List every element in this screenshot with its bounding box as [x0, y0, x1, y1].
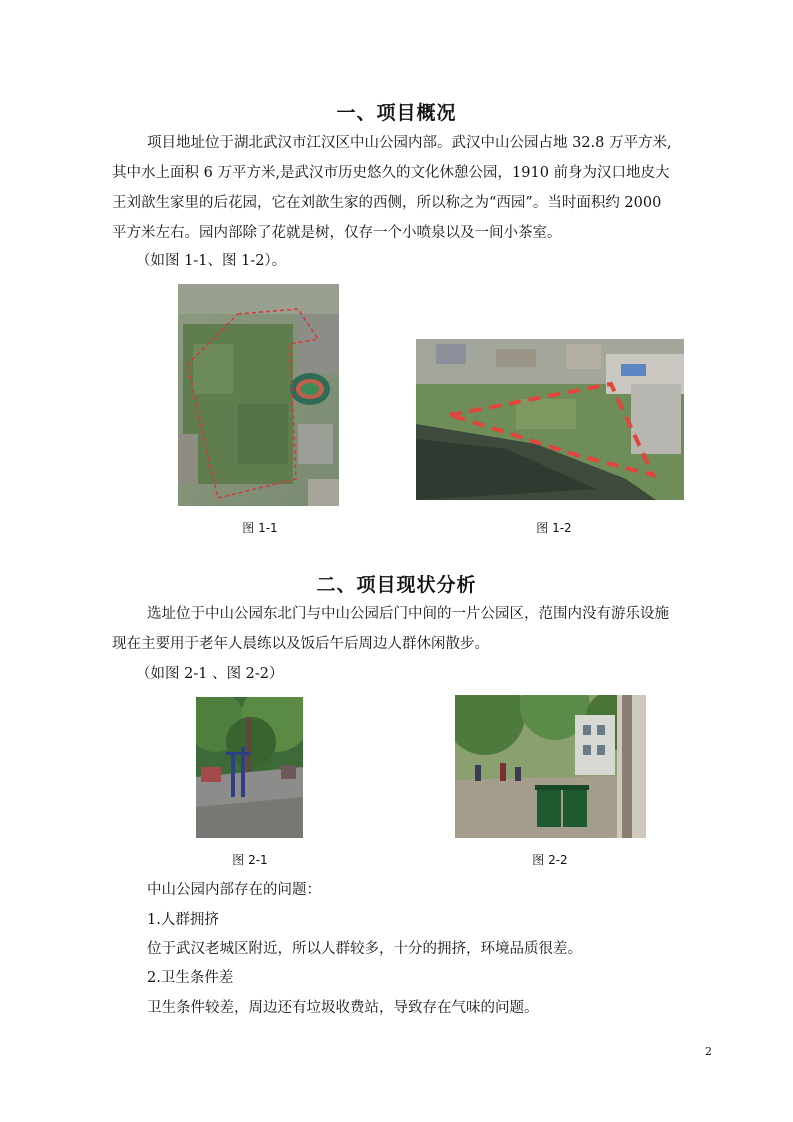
section2-heading: 二、项目现状分析 [316, 574, 477, 596]
section1-paragraph [112, 128, 722, 288]
figure-2-2-photo [455, 695, 646, 838]
paragraph-line: 项目地址位于湖北武汉市江汉区中山公园内部。武汉中山公园占地 32.8 万平方米, [147, 135, 672, 151]
paragraph-line: 其中水上面积 6 万平方米,是武汉市历史悠久的文化休憩公园，1910 前身为汉口地皮大 [112, 165, 670, 181]
figure-1-1-aerial-image [178, 284, 339, 506]
paragraph-line: （如图 1-1、图 1-2）。 [136, 253, 287, 269]
problem-2-text: 卫生条件较差，周边还有垃圾收费站，导致存在气味的问题。 [147, 1000, 539, 1016]
section1-heading: 一、项目概况 [336, 102, 457, 124]
figure-1-2-caption: 图 1-2 [536, 521, 572, 535]
figure-2-2-caption: 图 2-2 [532, 853, 568, 867]
problem-1-text: 位于武汉老城区附近，所以人群较多，十分的拥挤，环境品质很差。 [147, 941, 582, 957]
paragraph-line: 现在主要用于老年人晨练以及饭后午后周边人群休闲散步。 [112, 636, 489, 652]
problem-2-title: 2.卫生条件差 [147, 970, 234, 986]
problems-section [112, 875, 722, 1035]
page-number: 2 [705, 1045, 712, 1058]
figure-1-2-aerial-image [416, 339, 684, 500]
paragraph-line: 选址位于中山公园东北门与中山公园后门中间的一片公园区，范围内没有游乐设施 [147, 606, 669, 622]
figure-1-1-caption: 图 1-1 [242, 521, 278, 535]
figure-2-1-caption: 图 2-1 [232, 853, 268, 867]
problems-intro: 中山公园内部存在的问题： [147, 882, 321, 898]
paragraph-line: 平方米左右。园内部除了花就是树，仅存一个小喷泉以及一间小茶室。 [112, 225, 562, 241]
paragraph-line: （如图 2-1 、图 2-2） [136, 666, 284, 682]
problem-1-title: 1.人群拥挤 [147, 912, 219, 928]
figure-2-1-photo [196, 697, 303, 838]
paragraph-line: 王刘歆生家里的后花园，它在刘歆生家的西侧，所以称之为“西园”。当时面积约 2000 [112, 195, 662, 211]
section2-paragraph [112, 599, 722, 699]
